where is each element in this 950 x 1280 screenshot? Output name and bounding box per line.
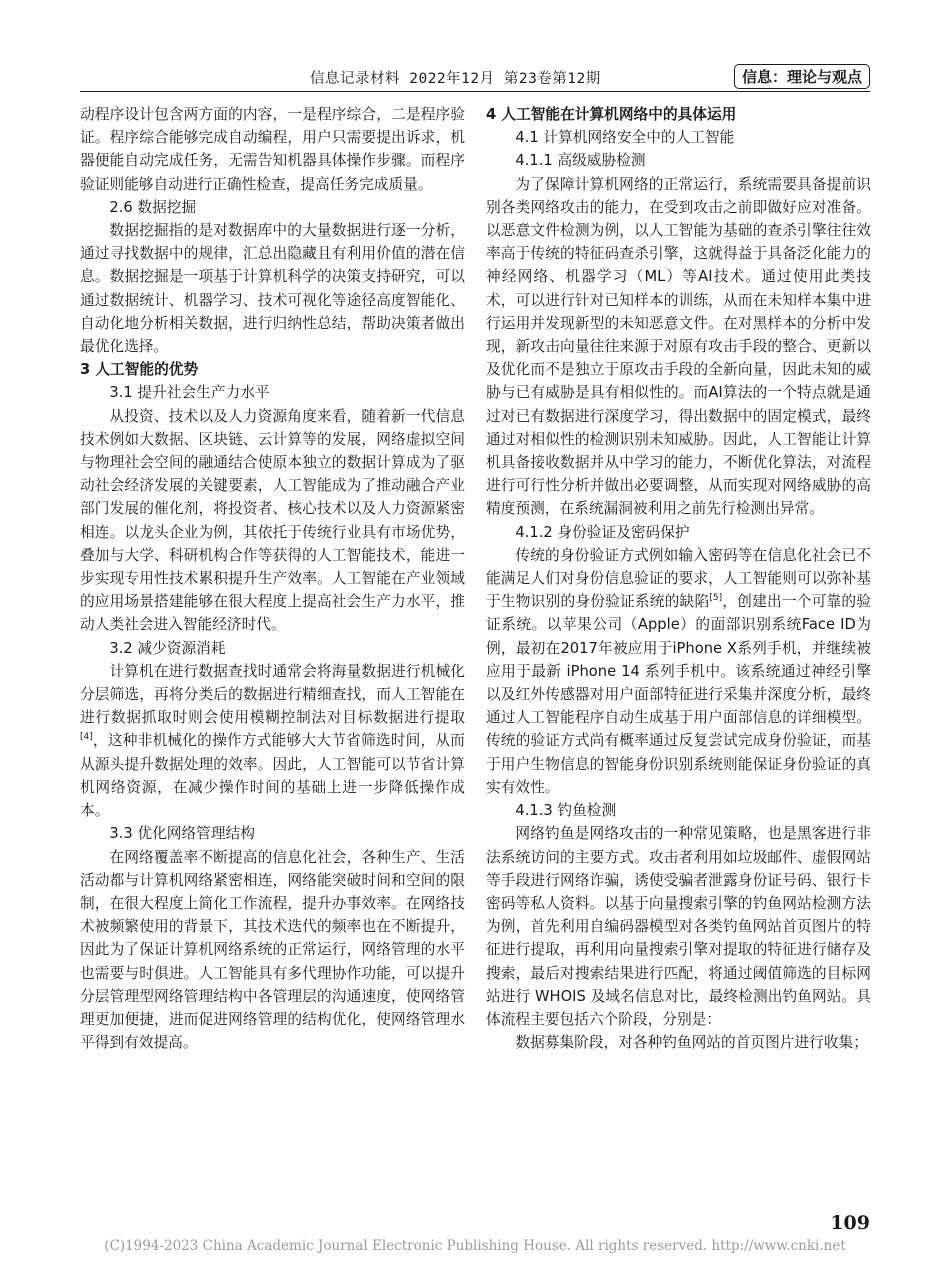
subsection-heading: 3.3 优化网络管理结构 (109, 825, 255, 843)
section-heading: 4 人工智能在计算机网络中的具体运用 (486, 106, 737, 123)
subsubsection-heading: 4.1.2 身份验证及密码保护 (515, 523, 690, 541)
subsection-heading: 3.1 提升社会生产力水平 (109, 384, 270, 402)
left-column (80, 103, 465, 1054)
subsection-heading: 2.6 数据挖掘 (109, 198, 197, 216)
paragraph: 为了保障计算机网络的正常运行，系统需要具备提前识别各类网络攻击的能力，在受到攻击之前即做好应对准备。以恶意文件检测为例，以人工智能为基础的查杀引擎往往效率高于传统的特征码查杀引擎，这就得益于具备泛化能力的神经网络、机器学习（ML）等AI技术。通过使用此类技术，可以进行针对已知样本的训练，从而在未知样本集中进行运用并发现新型的未知恶意文件。在对黑样本的分析中发现，新攻击向量往往来源于对原有攻击手段的整合、更新以及优化而不是独立于原攻击手段的全新向量，因此未知的威胁与已有威胁是具有相似性的。而AI算法的一个特点就是通过对已有数据进行深度学习，得出数据中的固定模式，最终通过对相似性的检测识别未知威胁。因此，人工智能让计算机具备接收数据并从中学习的能力，不断优化算法，对流程进行可行性分析并做出必要调整，从而实现对网络威胁的高精度预测，在系统漏洞被利用之前先行检测出异常。 (486, 175, 871, 518)
citation-ref[interactable]: [5] (709, 593, 723, 604)
section-tag: 信息：理论与观点 (734, 64, 870, 89)
copyright-notice: (C)1994-2023 China Academic Journal Electronic Publishing House. All rights reserved. http://www.cnki.net (104, 1238, 846, 1254)
running-header (80, 62, 870, 90)
paragraph: 动程序设计包含两方面的内容，一是程序综合，二是程序验证。程序综合能够完成自动编程，用户只需要提出诉求，机器便能自动完成任务，无需告知机器具体操作步骤。而程序验证则能够自动进行正确性检查，提高任务完成质量。 (80, 106, 465, 193)
paragraph: 在网络覆盖率不断提高的信息化社会，各种生产、生活活动都与计算机网络紧密相连，网络能突破时间和空间的限制，在很大程度上简化工作流程，提升办事效率。在网络技术被频繁使用的背景下，其技术迭代的频率也在不断提升，因此为了保证计算机网络系统的正常运行，网络管理的水平也需要与时俱进。人工智能具有多代理协作功能，可以提升分层管理型网络管理结构中各管理层的沟通速度，使网络管理更加便捷，进而促进网络管理的结构优化，使网络管理水平得到有效提高。 (80, 848, 465, 1052)
citation-ref[interactable]: [4] (80, 732, 93, 743)
paragraph (80, 660, 465, 822)
journal-info: 信息记录材料 2022年12月 第23卷第12期 (310, 71, 601, 87)
paragraph: 从投资、技术以及人力资源角度来看，随着新一代信息技术例如大数据、区块链、云计算等的发展，网络虚拟空间与物理社会空间的融通结合使原本独立的数据计算成为了驱动社会经济发展的关键要素，人工智能成为了推动融合产业部门发展的催化剂，将投资者、核心技术以及人力资源紧密相连。以龙头企业为例，其依托于传统行业具有市场优势，叠加与大学、科研机构合作等获得的人工智能技术，能进一步实现专用性技术累积提升生产效率。人工智能在产业领域的应用场景搭建能够在很大程度上提高社会生产力水平，推动人类社会进入智能经济时代。 (80, 407, 465, 634)
paragraph: 网络钓鱼是网络攻击的一种常见策略，也是黑客进行非法系统访问的主要方式。攻击者利用如垃圾邮件、虚假网站等手段进行网络诈骗，诱使受骗者泄露身份证号码、银行卡密码等私人资料。以基于向量搜索引擎的钓鱼网站检测方法为例，首先利用自编码器模型对各类钓鱼网站首页图片的特征进行提取，再利用向量搜索引擎对提取的特征进行储存及搜索，最后对搜索结果进行匹配，将通过阈值筛选的目标网站进行 WHOIS 及域名信息对比，最终检测出钓鱼网站。具体流程主要包括六个阶段，分别是： (486, 825, 871, 1028)
paragraph-text: 传统的身份验证方式例如输入密码等在信息化社会已不能满足人们对身份信息验证的要求，人工智能则可以弥补基于生物识别的身份验证系统的缺陷 (486, 546, 871, 611)
page-number: 109 (830, 1212, 870, 1234)
subsubsection-heading: 4.1.1 高级威胁检测 (515, 152, 646, 170)
section-heading: 3 人工智能的优势 (80, 361, 199, 379)
subsubsection-heading: 4.1.3 钓鱼检测 (515, 802, 617, 820)
paragraph (486, 544, 871, 799)
header-rule (80, 91, 870, 92)
paragraph-text: ，这种非机械化的操作方式能够大大节省筛选时间，从而从源头提升数据处理的效率。因此，人工智能可以节省计算机网络资源，在减少操作时间的基础上进一步降低操作成本。 (80, 732, 465, 820)
paragraph-text: ，创建出一个可靠的验证系统。以苹果公司（Apple）的面部识别系统Face ID为例，最初在2017年被应用于iPhone X系列手机，并继续被应用于最新 iPhone 14 系列手机中。该系统通过神经引擎以及红外传感器对用户面部特征进行采集并深度分析，最终通过人工智能程序自动生成基于用户面部信息的详细模型。传统的验证方式尚有概率通过反复尝试完成身份验证，而基于用户生物信息的智能身份识别系统则能保证身份验证的真实有效性。 (486, 593, 871, 796)
paragraph: 数据募集阶段，对各种钓鱼网站的首页图片进行收集； (515, 1034, 868, 1052)
right-column (486, 103, 871, 1054)
paragraph: 数据挖掘指的是对数据库中的大量数据进行逐一分析，通过寻找数据中的规律，汇总出隐藏且有利用价值的潜在信息。数据挖掘是一项基于计算机科学的决策支持研究，可以通过数据统计、机器学习、技术可视化等途径高度智能化、自动化地分析相关数据，进行归纳性总结，帮助决策者做出最优化选择。 (80, 222, 465, 356)
subsection-heading: 4.1 计算机网络安全中的人工智能 (515, 129, 735, 147)
subsection-heading: 3.2 减少资源消耗 (109, 639, 226, 657)
paragraph-text: 计算机在进行数据查找时通常会将海量数据进行机械化分层筛选，再将分类后的数据进行精细查找，而人工智能在进行数据抓取时则会使用模糊控制法对目标数据进行提取 (80, 662, 465, 727)
